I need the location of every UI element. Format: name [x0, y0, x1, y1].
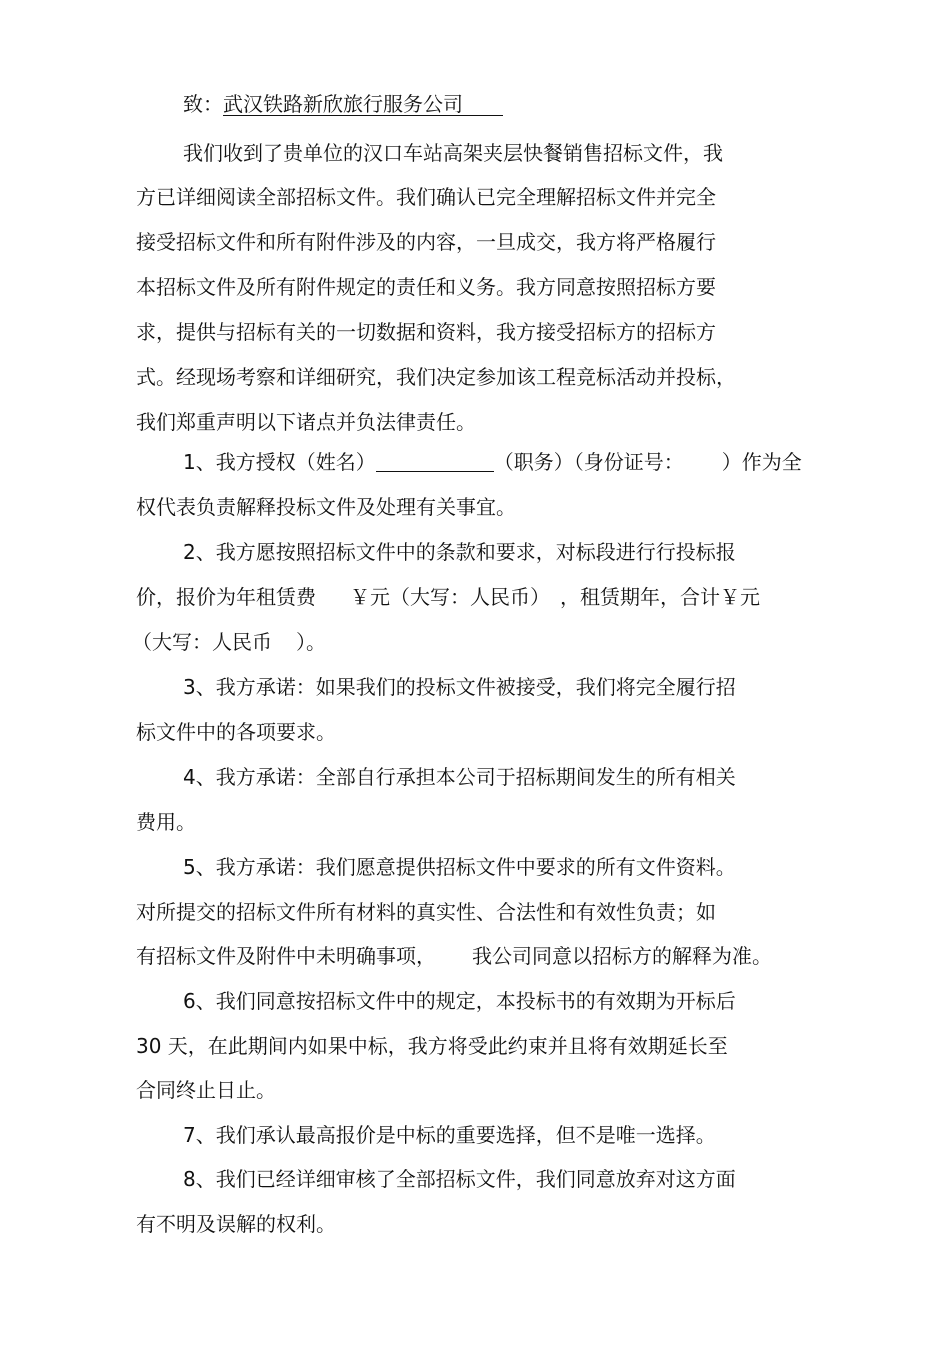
item-2-text-d: （大写：人民币	[132, 630, 272, 654]
item-4-line-2: 费用。	[136, 810, 196, 834]
item-6-line-2: 30 天，在此期间内如果中标，我方将受此约束并且将有效期延长至	[136, 1034, 728, 1058]
item-2-line-1: 2、我方愿按照招标文件中的条款和要求，对标段进行行投标报	[183, 540, 736, 564]
item-2-text-a: 价，报价为年租赁费	[136, 585, 316, 609]
item-1-text-b: （职务）（身份证号：	[493, 450, 684, 474]
item-5-line-3	[136, 944, 772, 968]
intro-line-1: 我们收到了贵单位的汉口车站高架夹层快餐销售招标文件，我	[183, 141, 723, 165]
item-1-text-c: ）作为全	[721, 450, 802, 474]
intro-line-4: 本招标文件及所有附件规定的责任和义务。我方同意按照招标方要	[136, 275, 716, 299]
intro-line-6: 式。经现场考察和详细研究，我们决定参加该工程竞标活动并投标，	[136, 365, 736, 389]
item-2-text-c: ，租赁期年，合计￥元	[560, 585, 760, 609]
item-5-text-b: 我公司同意以招标方的解释为准。	[472, 944, 772, 968]
intro-line-3: 接受招标文件和所有附件涉及的内容，一旦成交，我方将严格履行	[136, 230, 716, 254]
salutation-prefix: 致：	[183, 92, 223, 116]
intro-line-2: 方已详细阅读全部招标文件。我们确认已完全理解招标文件并完全	[136, 185, 716, 209]
item-2-text-b: ￥元（大写：人民币）	[350, 585, 550, 609]
item-3-line-1: 3、我方承诺：如果我们的投标文件被接受，我们将完全履行招	[183, 675, 736, 699]
item-2-line-3	[132, 630, 326, 654]
item-6-line-3: 合同终止日止。	[136, 1078, 276, 1102]
item-5-line-2: 对所提交的招标文件所有材料的真实性、合法性和有效性负责；如	[136, 900, 716, 924]
item-2-text-e: ）。	[296, 630, 326, 654]
item-2-line-2	[136, 585, 760, 609]
item-6-line-1: 6、我们同意按招标文件中的规定，本投标书的有效期为开标后	[183, 989, 736, 1013]
item-1-text-a: 1、我方授权（姓名）	[183, 450, 376, 474]
item-8-line-2: 有不明及误解的权利。	[136, 1212, 336, 1236]
intro-line-7: 我们郑重声明以下诸点并负法律责任。	[136, 410, 476, 434]
name-blank	[376, 451, 494, 472]
item-1-line-2: 权代表负责解释投标文件及处理有关事宜。	[136, 495, 516, 519]
item-8-line-1: 8、我们已经详细审核了全部招标文件，我们同意放弃对这方面	[183, 1167, 736, 1191]
item-5-line-1: 5、我方承诺：我们愿意提供招标文件中要求的所有文件资料。	[183, 855, 736, 879]
item-5-text-a: 有招标文件及附件中未明确事项，	[136, 944, 436, 968]
item-4-line-1: 4、我方承诺：全部自行承担本公司于招标期间发生的所有相关	[183, 765, 736, 789]
item-1-line-1	[183, 450, 802, 474]
intro-line-5: 求，提供与招标有关的一切数据和资料，我方接受招标方的招标方	[136, 320, 716, 344]
item-3-line-2: 标文件中的各项要求。	[136, 720, 336, 744]
item-7-line-1: 7、我们承认最高报价是中标的重要选择，但不是唯一选择。	[183, 1123, 716, 1147]
salutation-line	[183, 92, 503, 116]
recipient-name: 武汉铁路新欣旅行服务公司	[223, 93, 503, 116]
